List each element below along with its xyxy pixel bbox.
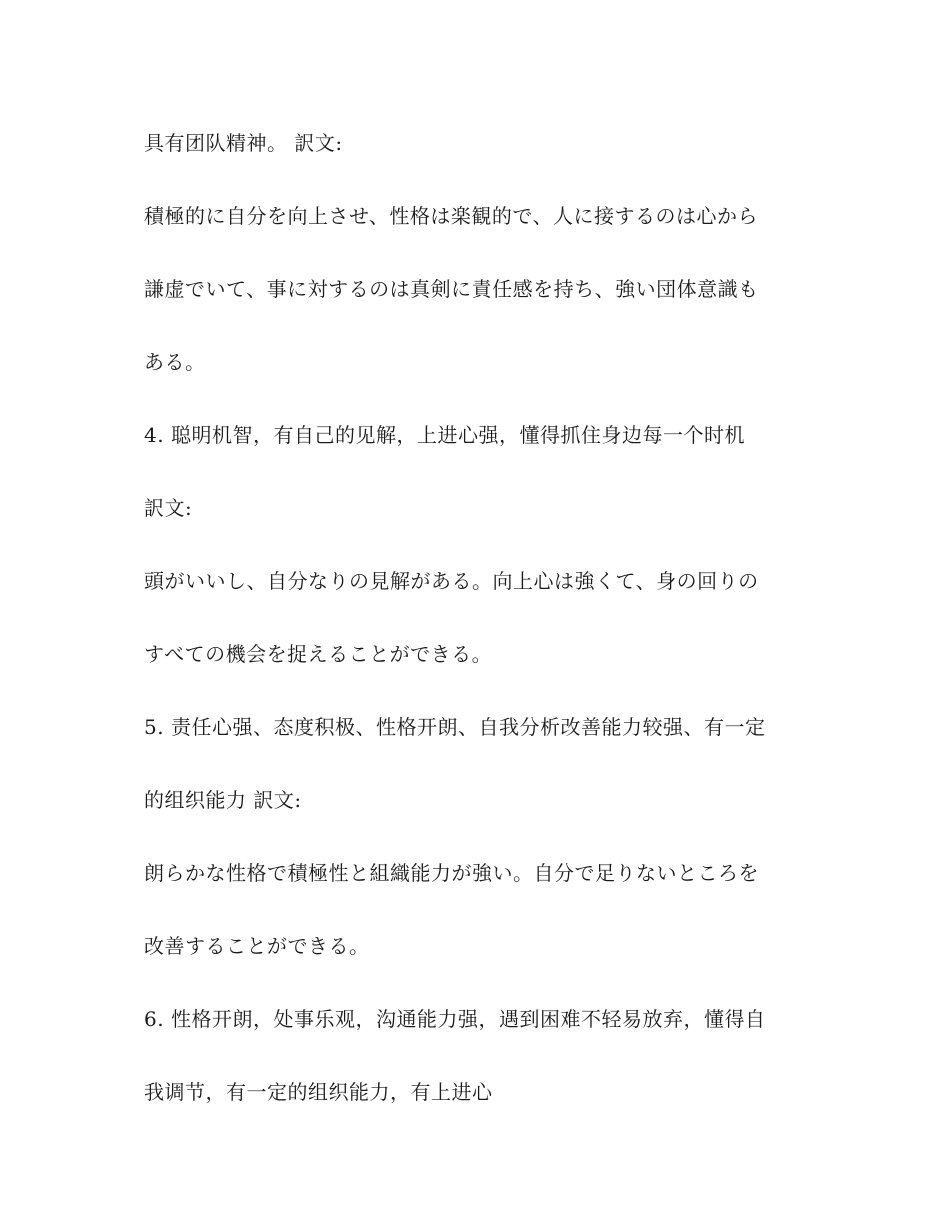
text-line: 6. 性格开朗，处事乐观，沟通能力强，遇到困难不轻易放弃，懂得自: [144, 1007, 766, 1031]
text-line: 我调节，有一定的组织能力，有上进心: [144, 1080, 493, 1104]
text-line: 朗らかな性格で積極性と組織能力が強い。自分で足りないところを: [144, 861, 759, 885]
text-line: 積極的に自分を向上させ、性格は楽観的で、人に接するのは心から: [144, 204, 758, 228]
text-line: 具有团队精神。 訳文:: [144, 131, 343, 155]
text-line: 訳文:: [144, 496, 193, 520]
text-line: 謙虚でいて、事に対するのは真剣に責任感を持ち、強い団体意識も: [144, 277, 759, 301]
text-line: 5. 责任心强、态度积极、性格开朗、自我分析改善能力较强、有一定: [144, 715, 766, 739]
text-line: すべての機会を捉えることができる。: [144, 642, 493, 666]
text-line: 改善することができる。: [144, 934, 370, 958]
text-line: 頭がいいし、自分なりの見解がある。向上心は強くて、身の回りの: [144, 569, 759, 593]
text-line: 4. 聪明机智，有自己的见解，上进心强，懂得抓住身边每一个时机: [144, 423, 745, 447]
text-line: ある。: [144, 350, 206, 374]
text-line: 的组织能力 訳文:: [144, 788, 302, 812]
